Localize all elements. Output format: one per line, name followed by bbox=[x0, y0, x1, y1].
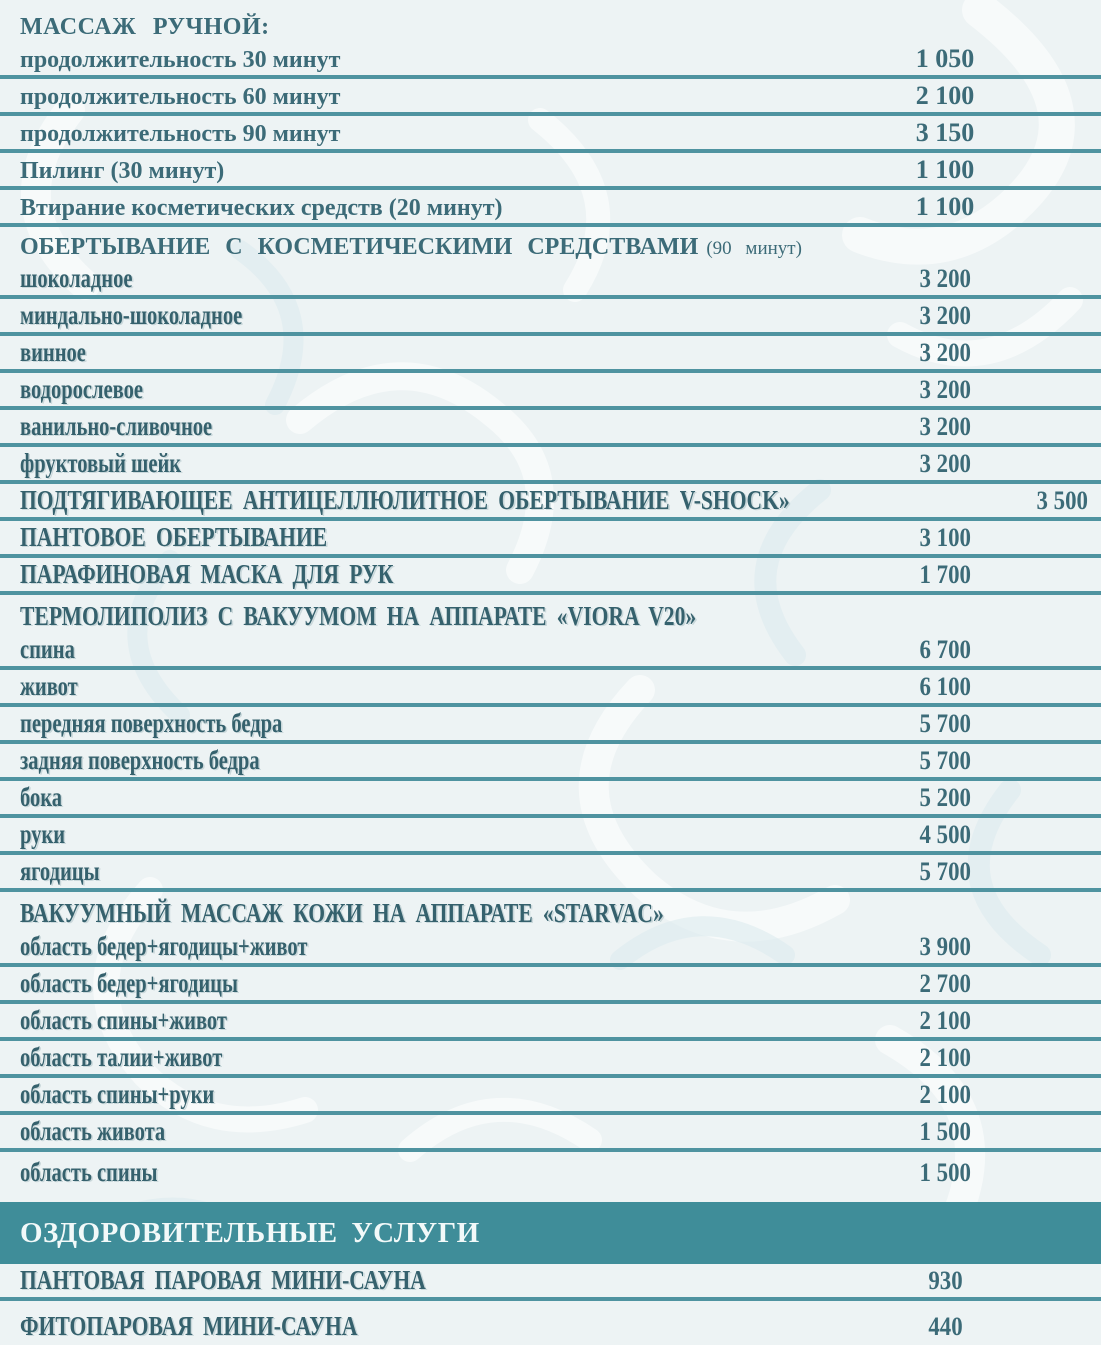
price-text: 1 700 bbox=[919, 560, 971, 589]
price-row bbox=[0, 336, 1101, 373]
service-price bbox=[865, 451, 1025, 480]
service-name bbox=[0, 970, 865, 1000]
service-price bbox=[865, 157, 1025, 186]
label-text: задняя поверхность бедра bbox=[20, 745, 260, 775]
label-text: область бедер+ягодицы bbox=[20, 968, 239, 998]
service-name bbox=[0, 1007, 865, 1037]
price-row bbox=[0, 930, 1101, 967]
section-header-row bbox=[0, 892, 1101, 930]
price-row bbox=[0, 1301, 1101, 1343]
service-price bbox=[865, 934, 1025, 963]
label-text: водорослевое bbox=[20, 374, 143, 404]
label-text: продолжительность 90 минут bbox=[20, 121, 341, 147]
price-text: 6 700 bbox=[919, 635, 971, 664]
service-name bbox=[0, 302, 865, 332]
service-name bbox=[0, 48, 865, 75]
service-name bbox=[0, 413, 865, 443]
service-price bbox=[865, 1045, 1025, 1074]
label-text: руки bbox=[20, 819, 66, 849]
service-name bbox=[0, 376, 865, 406]
section-label bbox=[0, 900, 1101, 930]
label-text: ОБЕРТЫВАНИЕ С КОСМЕТИЧЕСКИМИ СРЕДСТВАМИ bbox=[20, 234, 699, 260]
section-header-row bbox=[0, 595, 1101, 633]
service-price bbox=[865, 674, 1025, 703]
price-text: 3 200 bbox=[919, 264, 971, 293]
label-text: ПАНТОВОЕ ОБЕРТЫВАНИЕ bbox=[20, 522, 328, 552]
service-price bbox=[865, 525, 1025, 554]
label-text: продолжительность 30 минут bbox=[20, 47, 341, 73]
price-text: 5 700 bbox=[919, 857, 971, 886]
service-price bbox=[865, 748, 1025, 777]
label-text: область живота bbox=[20, 1116, 166, 1146]
label-text: винное bbox=[20, 337, 86, 367]
label-text: ягодицы bbox=[20, 856, 100, 886]
price-text: 3 200 bbox=[919, 375, 971, 404]
price-text: 1 500 bbox=[919, 1117, 971, 1146]
service-name bbox=[0, 1267, 865, 1297]
service-price bbox=[865, 1082, 1025, 1111]
label-text: ПОДТЯГИВАЮЩЕЕ АНТИЦЕЛЛЮЛИТНОЕ ОБЕРТЫВАНИЕ V-SHOCK» bbox=[20, 485, 790, 515]
price-text: 5 200 bbox=[919, 783, 971, 812]
section-title-row bbox=[0, 0, 1101, 42]
price-text: 3 200 bbox=[919, 412, 971, 441]
service-price bbox=[865, 1268, 1025, 1297]
service-price bbox=[865, 562, 1025, 591]
service-price bbox=[865, 822, 1025, 851]
price-row bbox=[0, 1004, 1101, 1041]
label-text: ФИТОПАРОВАЯ МИНИ-САУНА bbox=[20, 1311, 358, 1341]
price-row bbox=[0, 79, 1101, 116]
price-row bbox=[0, 670, 1101, 707]
price-text: 1 050 bbox=[915, 44, 975, 73]
price-text: 6 100 bbox=[919, 672, 971, 701]
price-text: 1 100 bbox=[915, 155, 975, 184]
service-price bbox=[865, 46, 1025, 75]
label-text: живот bbox=[20, 671, 78, 701]
service-name bbox=[0, 747, 865, 777]
label-text: ванильно-сливочное bbox=[20, 411, 213, 441]
label-text: фруктовый шейк bbox=[20, 448, 182, 478]
service-price bbox=[865, 83, 1025, 112]
label-text: область талии+живот bbox=[20, 1042, 223, 1072]
price-row bbox=[0, 521, 1101, 558]
label-text: спина bbox=[20, 634, 75, 664]
price-row bbox=[0, 410, 1101, 447]
service-name bbox=[0, 858, 865, 888]
service-name bbox=[0, 784, 865, 814]
service-name bbox=[0, 1118, 865, 1148]
service-name bbox=[0, 561, 865, 591]
price-text: 2 700 bbox=[919, 969, 971, 998]
price-text: 5 700 bbox=[919, 709, 971, 738]
service-price bbox=[865, 711, 1025, 740]
service-price bbox=[982, 488, 1101, 517]
price-text: 3 500 bbox=[1036, 486, 1088, 515]
price-text: 4 500 bbox=[919, 820, 971, 849]
price-row bbox=[0, 153, 1101, 190]
label-text: продолжительность 60 минут bbox=[20, 84, 341, 110]
label-text: передняя поверхность бедра bbox=[20, 708, 283, 738]
section-label bbox=[0, 603, 1101, 633]
section-banner bbox=[0, 1202, 1101, 1264]
service-price bbox=[865, 785, 1025, 814]
service-name bbox=[0, 450, 865, 480]
service-price bbox=[865, 194, 1025, 223]
service-name bbox=[0, 1313, 865, 1343]
label-text: бока bbox=[20, 782, 63, 812]
price-row bbox=[0, 744, 1101, 781]
service-name bbox=[0, 122, 865, 149]
price-row bbox=[0, 633, 1101, 670]
service-price bbox=[865, 1160, 1025, 1189]
price-row bbox=[0, 1078, 1101, 1115]
service-price bbox=[865, 971, 1025, 1000]
service-name bbox=[0, 159, 865, 186]
label-text: ВАКУУМНЫЙ МАССАЖ КОЖИ НА АППАРАТЕ «STARVAC» bbox=[20, 898, 664, 928]
service-name bbox=[0, 636, 865, 666]
price-text: 3 200 bbox=[919, 449, 971, 478]
price-text: 2 100 bbox=[919, 1080, 971, 1109]
service-name bbox=[0, 339, 865, 369]
price-text: 930 bbox=[927, 1266, 963, 1295]
price-text: 2 100 bbox=[919, 1006, 971, 1035]
service-name bbox=[0, 673, 865, 703]
label-text: ОЗДОРОВИТЕЛЬНЫЕ УСЛУГИ bbox=[20, 1216, 480, 1249]
price-row bbox=[0, 855, 1101, 892]
service-name bbox=[0, 1159, 865, 1189]
service-price bbox=[865, 266, 1025, 295]
service-name bbox=[0, 821, 865, 851]
service-name bbox=[0, 85, 865, 112]
price-text: 3 100 bbox=[919, 523, 971, 552]
section-label bbox=[0, 15, 1101, 42]
price-row bbox=[0, 447, 1101, 484]
service-price bbox=[865, 859, 1025, 888]
price-text: 2 100 bbox=[915, 81, 975, 110]
label-text: шоколадное bbox=[20, 263, 133, 293]
price-row bbox=[0, 42, 1101, 79]
price-row bbox=[0, 373, 1101, 410]
label-text: область спины+живот bbox=[20, 1005, 227, 1035]
label-text: область бедер+ягодицы+живот bbox=[20, 931, 308, 961]
label-text: миндально-шоколадное bbox=[20, 300, 243, 330]
price-text: 1 500 bbox=[919, 1158, 971, 1187]
service-price bbox=[865, 120, 1025, 149]
service-price bbox=[865, 637, 1025, 666]
section-label bbox=[0, 235, 1101, 262]
price-text: 3 150 bbox=[915, 118, 975, 147]
service-name bbox=[0, 1081, 865, 1111]
label-text: Втирание косметических средств (20 минут) bbox=[20, 195, 503, 221]
price-row bbox=[0, 707, 1101, 744]
price-row bbox=[0, 967, 1101, 1004]
price-row bbox=[0, 1041, 1101, 1078]
label-text: ПАРАФИНОВАЯ МАСКА ДЛЯ РУК bbox=[20, 559, 394, 589]
price-row bbox=[0, 558, 1101, 595]
price-row bbox=[0, 484, 1101, 521]
service-name bbox=[0, 487, 982, 517]
label-text: МАССАЖ РУЧНОЙ: bbox=[20, 14, 270, 40]
price-row bbox=[0, 818, 1101, 855]
price-text: 3 200 bbox=[919, 301, 971, 330]
price-text: 440 bbox=[927, 1312, 963, 1341]
service-price bbox=[865, 1008, 1025, 1037]
service-price bbox=[865, 303, 1025, 332]
service-name bbox=[0, 1044, 865, 1074]
service-price bbox=[865, 377, 1025, 406]
service-name bbox=[0, 524, 865, 554]
price-row bbox=[0, 1115, 1101, 1152]
price-row bbox=[0, 190, 1101, 227]
price-row bbox=[0, 262, 1101, 299]
section-header-row bbox=[0, 227, 1101, 262]
service-price bbox=[865, 414, 1025, 443]
price-text: 3 900 bbox=[919, 932, 971, 961]
section-label bbox=[0, 1216, 1101, 1249]
price-text: 2 100 bbox=[919, 1043, 971, 1072]
price-row bbox=[0, 781, 1101, 818]
price-row bbox=[0, 299, 1101, 336]
price-text: 1 100 bbox=[915, 192, 975, 221]
service-name bbox=[0, 710, 865, 740]
service-name bbox=[0, 265, 865, 295]
service-name bbox=[0, 933, 865, 963]
label-text: Пилинг (30 минут) bbox=[20, 158, 225, 184]
label-text: область спины+руки bbox=[20, 1079, 215, 1109]
price-row bbox=[0, 1264, 1101, 1301]
service-name bbox=[0, 196, 865, 223]
price-row bbox=[0, 1152, 1101, 1189]
duration-note: (90 минут) bbox=[706, 238, 802, 259]
service-price bbox=[865, 340, 1025, 369]
label-text: ТЕРМОЛИПОЛИЗ С ВАКУУМОМ НА АППАРАТЕ «VIORA V20» bbox=[20, 601, 697, 631]
service-price bbox=[865, 1119, 1025, 1148]
price-text: 5 700 bbox=[919, 746, 971, 775]
service-price bbox=[865, 1314, 1025, 1343]
price-text: 3 200 bbox=[919, 338, 971, 367]
label-text: ПАНТОВАЯ ПАРОВАЯ МИНИ-САУНА bbox=[20, 1265, 426, 1295]
price-row bbox=[0, 116, 1101, 153]
label-text: область спины bbox=[20, 1157, 158, 1187]
